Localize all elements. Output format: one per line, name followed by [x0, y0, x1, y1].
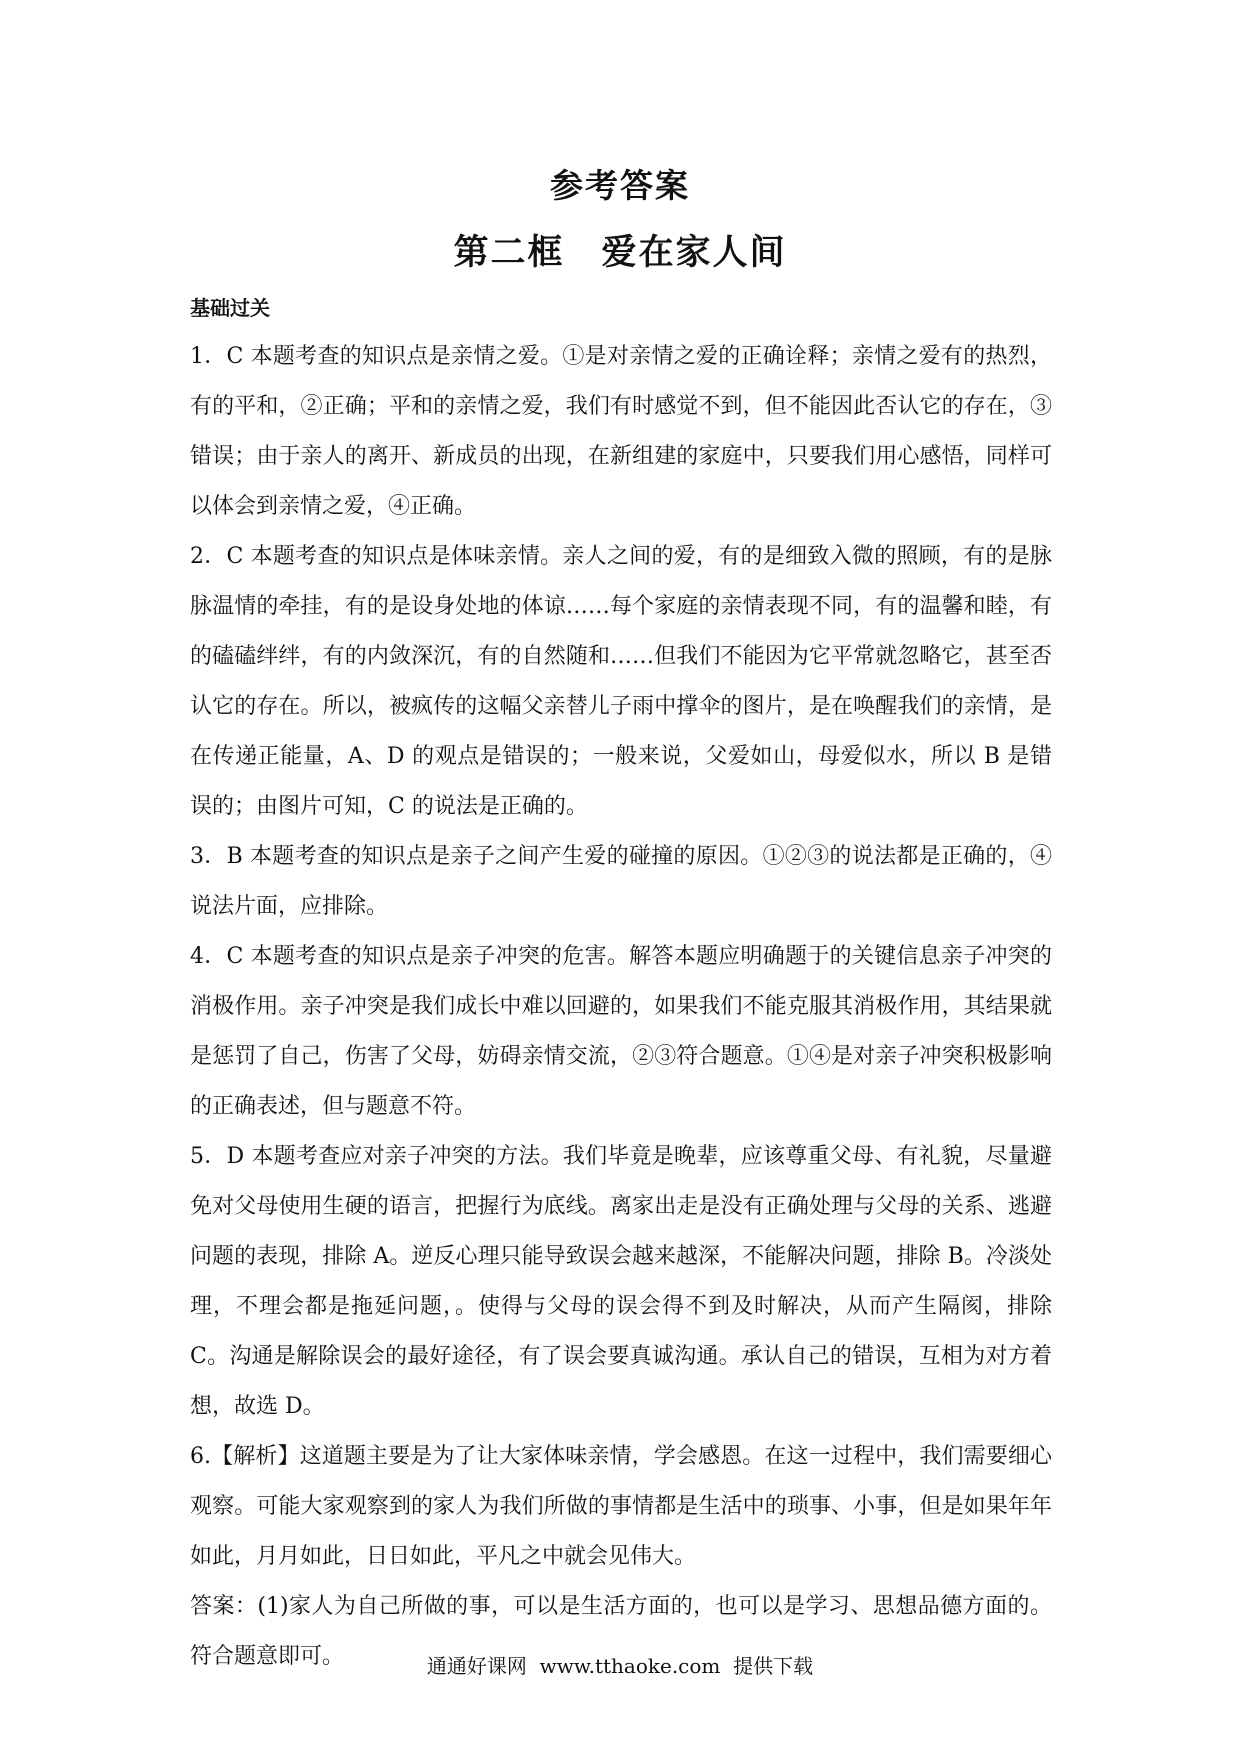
footer-source: 通通好课网 www.tthaoke.com 提供下载: [426, 1654, 814, 1678]
answer-paragraph-2: 2．C 本题考查的知识点是体味亲情。亲人之间的爱，有的是细致入微的照顾，有的是脉脉温情的牵挂，有的是设身处地的体谅……每个家庭的亲情表现不同，有的温馨和睦，有的磕磕绊绊，有的内敛深沉，有的自然随和……但我们不能因为它平常就忽略它，甚至否认它的存在。所以，被疯传的这幅父亲替儿子雨中撑伞的图片，是在唤醒我们的亲情，是在传递正能量，A、D 的观点是错误的；一般来说，父爱如山，母爱似水，所以 B 是错误的；由图片可知，C 的说法是正确的。: [190, 544, 1052, 819]
answer-content: [190, 332, 1052, 1682]
answer-paragraph-6: 6.【解析】这道题主要是为了让大家体味亲情，学会感恩。在这一过程中，我们需要细心观察。可能大家观察到的家人为我们所做的事情都是生活中的琐事、小事，但是如果年年如此，月月如此，日日如此，平凡之中就会见伟大。: [190, 1444, 1052, 1569]
lesson-title: 第二框 爱在家人间: [453, 233, 787, 273]
answer-paragraph-4: 4．C 本题考查的知识点是亲子冲突的危害。解答本题应明确题于的关键信息亲子冲突的消极作用。亲子冲突是我们成长中难以回避的，如果我们不能克服其消极作用，其结果就是惩罚了自己，伤害了父母，妨碍亲情交流，②③符合题意。①④是对亲子冲突积极影响的正确表述，但与题意不符。: [190, 944, 1052, 1119]
document-title: 参考答案: [550, 166, 690, 205]
answer-paragraph-1: 1．C 本题考查的知识点是亲情之爱。①是对亲情之爱的正确诠释；亲情之爱有的热烈，有的平和，②正确；平和的亲情之爱，我们有时感觉不到，但不能因此否认它的存在，③错误；由于亲人的离开、新成员的出现，在新组建的家庭中，只要我们用心感悟，同样可以体会到亲情之爱，④正确。: [190, 344, 1052, 519]
section-heading: 基础过关: [190, 296, 270, 320]
answer-paragraph-7: 答案：(1)家人为自己所做的事，可以是生活方面的，也可以是学习、思想品德方面的。符合题意即可。: [190, 1594, 1052, 1669]
answer-paragraph-3: 3．B 本题考查的知识点是亲子之间产生爱的碰撞的原因。①②③的说法都是正确的，④说法片面，应排除。: [190, 844, 1052, 919]
answer-paragraph-5: 5．D 本题考查应对亲子冲突的方法。我们毕竟是晚辈，应该尊重父母、有礼貌，尽量避免对父母使用生硬的语言，把握行为底线。离家出走是没有正确处理与父母的关系、逃避问题的表现，排除 A。逆反心理只能导致误会越来越深，不能解决问题，排除 B。冷淡处理，不理会都是拖延问题，。使得与父母的误会得不到及时解决，从而产生隔阂，排除 C。沟通是解除误会的最好途径，有了误会要真诚沟通。承认自己的错误，互相为对方着想，故选 D。: [190, 1144, 1052, 1419]
